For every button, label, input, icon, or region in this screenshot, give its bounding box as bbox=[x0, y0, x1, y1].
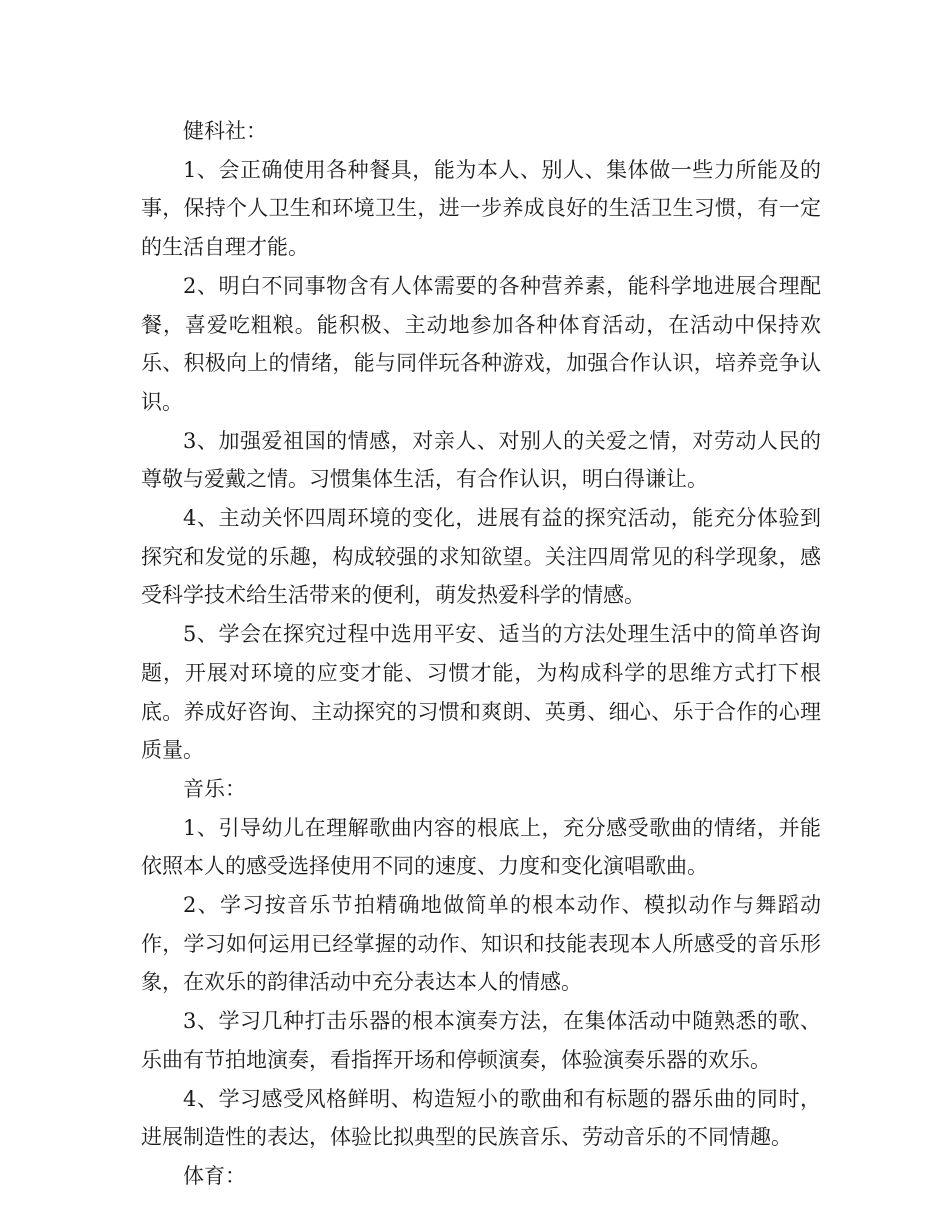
document-body bbox=[141, 112, 821, 1196]
paragraph: 2、学习按音乐节拍精确地做简单的根本动作、模拟动作与舞蹈动作，学习如何运用已经掌握的动作、知识和技能表现本人所感受的音乐形象，在欢乐的韵律活动中充分表达本人的情感。 bbox=[141, 893, 821, 995]
paragraph: 4、学习感受风格鲜明、构造短小的歌曲和有标题的器乐曲的同时，进展制造性的表达，体验比拟典型的民族音乐、劳动音乐的不同情趣。 bbox=[141, 1086, 821, 1150]
paragraph: 3、学习几种打击乐器的根本演奏方法，在集体活动中随熟悉的歌、乐曲有节拍地演奏，看指挥开场和停顿演奏，体验演奏乐器的欢乐。 bbox=[141, 1009, 821, 1072]
section-heading-jiankeshe: 健科社： bbox=[183, 119, 267, 143]
paragraph: 1、引导幼儿在理解歌曲内容的根底上，充分感受歌曲的情绪，并能依照本人的感受选择使用不同的速度、力度和变化演唱歌曲。 bbox=[141, 815, 821, 879]
paragraph: 5、学会在探究过程中选用平安、适当的方法处理生活中的简单咨询题，开展对环境的应变才能、习惯才能，为构成科学的思维方式打下根底。养成好咨询、主动探究的习惯和爽朗、英勇、细心、乐于合作的心理质量。 bbox=[141, 622, 821, 763]
paragraph: 1、会正确使用各种餐具，能为本人、别人、集体做一些力所能及的事，保持个人卫生和环境卫生，进一步养成良好的生活卫生习惯，有一定的生活自理才能。 bbox=[141, 157, 821, 260]
section-heading-pe: 体育： bbox=[183, 1163, 246, 1188]
paragraph: 3、加强爱祖国的情感，对亲人、对别人的关爱之情，对劳动人民的尊敬与爱戴之情。习惯集体生活，有合作认识，明白得谦让。 bbox=[141, 428, 821, 492]
paragraph: 2、明白不同事物含有人体需要的各种营养素，能科学地进展合理配餐，喜爱吃粗粮。能积极、主动地参加各种体育活动，在活动中保持欢乐、积极向上的情绪，能与同伴玩各种游戏，加强合作认识，培养竞争认识。 bbox=[141, 273, 821, 414]
paragraph: 4、主动关怀四周环境的变化，进展有益的探究活动，能充分体验到探究和发觉的乐趣，构成较强的求知欲望。关注四周常见的科学现象，感受科学技术给生活带来的便利，萌发热爱科学的情感。 bbox=[141, 506, 821, 608]
section-heading-music: 音乐： bbox=[183, 776, 246, 801]
